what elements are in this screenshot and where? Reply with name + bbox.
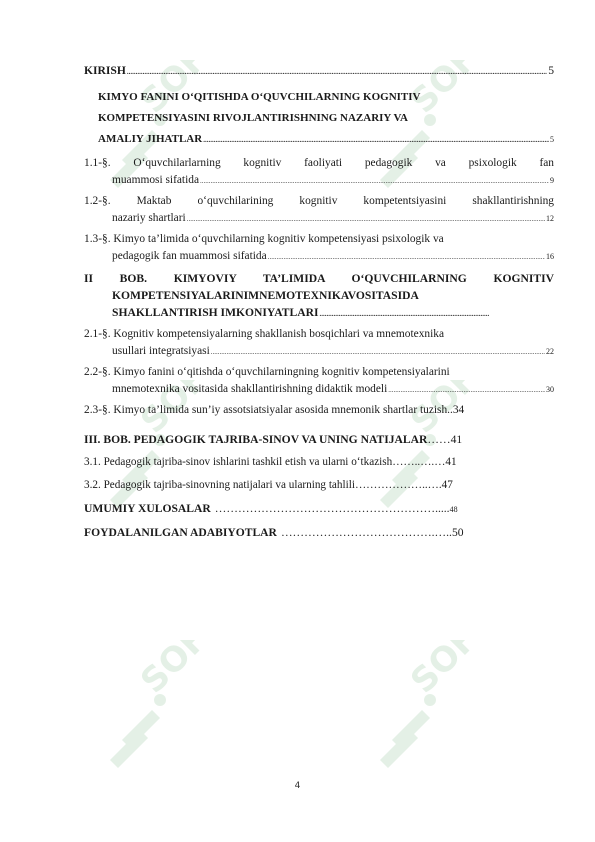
soff-watermark-icon — [100, 640, 220, 780]
toc-section-1-2[interactable] — [84, 193, 554, 228]
toc-chapter-title-line: SHAKLLANTIRISH IMKONIYATLARI — [112, 306, 319, 319]
toc-chapter-2[interactable] — [84, 270, 554, 323]
toc-entry-label: 3.1. Pedagogik tajriba-sinov ishlarini tashkil etish va ularni o‘tkazish — [84, 456, 393, 468]
toc-section-line: 1.1-§. O‘quvchilarlarning kognitiv faoliyati pedagogik va psixologik fan — [84, 157, 554, 169]
toc-section-line: 1.2-§. Maktab o‘quvchilarining kognitiv kompetentsiyasini shakllantirishning — [84, 195, 554, 207]
dot-leader: ………………………………….….. — [280, 526, 452, 539]
svg-text:SOFF: SOFF — [403, 60, 490, 122]
toc-chapter-1[interactable] — [84, 89, 554, 149]
dot-leader — [268, 249, 545, 266]
toc-page-number: 48 — [449, 505, 458, 514]
toc-entry-label: 3.2. Pedagogik tajriba-sinovning natijalari va ularning tahlili — [84, 479, 355, 491]
toc-page-number: 30 — [546, 385, 554, 394]
toc-page-number: 41 — [450, 433, 463, 446]
toc-section-line: nazariy shartlari — [112, 212, 186, 224]
toc-page-number: 50 — [451, 526, 464, 539]
dot-leader — [211, 344, 545, 361]
dot-leader — [187, 211, 545, 228]
toc-page-number: 12 — [546, 214, 554, 223]
dot-leader: …… — [427, 433, 451, 446]
toc-entry-label: UMUMIY XULOSALAR — [84, 502, 211, 515]
toc-chapter-title-line: KIMYO FANINI O‘QITISHDA O‘QUVCHILARNING KOGNITIV — [98, 91, 421, 103]
toc-section-1-1[interactable] — [84, 155, 554, 190]
svg-text:SOFF: SOFF — [133, 640, 220, 702]
toc-entry-xulosa[interactable] — [84, 500, 554, 518]
toc-section-line: 1.3-§. Kimyo ta’limida o‘quvchilarning kognitiv kompetensiyasi psixologik va — [84, 233, 444, 245]
toc-section-line: 2.2-§. Kimyo fanini o‘qitishda o‘quvchilarningning kognitiv kompetensiyalarini — [84, 366, 450, 378]
toc-page-number: 41 — [445, 456, 457, 468]
toc-entry-adabiyotlar[interactable] — [84, 524, 554, 541]
toc-section-line: 2.3-§. Kimyo ta’limida sun’iy assotsiatsiyalar asosida mnemonik shartlar tuzish..34 — [84, 404, 465, 416]
toc-chapter-title-line: KOMPETENSIYASINI RIVOJLANTIRISHNING NAZARIY VA — [98, 112, 408, 124]
toc-page-number: 5 — [550, 135, 554, 144]
toc-section-3-2[interactable] — [84, 477, 554, 494]
dot-leader — [200, 173, 549, 190]
svg-text:SOFF: SOFF — [403, 380, 490, 442]
toc-section-line: 2.1-§. Kognitiv kompetensiyalarning shakllanish bosqichlari va mnemotexnika — [84, 328, 445, 340]
toc-page-number: 9 — [550, 176, 554, 185]
toc-page-number: 16 — [546, 252, 554, 261]
dot-leader — [127, 64, 547, 81]
toc-chapter-title-line: AMALIY JIHATLAR — [98, 133, 203, 145]
toc-chapter-3[interactable] — [84, 431, 554, 448]
dot-leader: ………………..…. — [354, 479, 442, 491]
dot-leader: ……..….… — [392, 456, 446, 468]
svg-text:SOFF: SOFF — [403, 640, 490, 702]
soff-watermark-icon — [370, 640, 490, 780]
toc-entry-label: KIRISH — [84, 64, 126, 77]
toc-section-line: usullari integratsiyasi — [112, 345, 210, 357]
toc-entry-kirish[interactable] — [84, 62, 554, 81]
toc-section-line: muammosi sifatida — [112, 174, 199, 186]
toc-page-number: 5 — [548, 64, 554, 77]
toc-page-number: 47 — [441, 479, 453, 491]
dot-leader — [203, 132, 549, 149]
dot-leader — [388, 382, 545, 399]
toc-entry-label: FOYDALANILGAN ADABIYOTLAR — [84, 526, 277, 539]
toc-entry-label: III. BOB. PEDAGOGIK TAJRIBA-SINOV VA UNING NATIJALAR — [84, 433, 428, 446]
toc-page-number: 22 — [546, 347, 554, 356]
dot-leader — [319, 306, 489, 323]
table-of-contents — [84, 62, 554, 541]
toc-chapter-title-line: II BOB. KIMYOVIY TA’LIMIDA O‘QUVCHILARNING KOGNITIV — [84, 272, 554, 285]
toc-section-line: pedagogik fan muammosi sifatida — [112, 250, 267, 262]
toc-chapter-title-line: KOMPETENSIYALARINIMNEMOTEXNIKAVOSITASIDA — [112, 289, 419, 302]
toc-section-2-2[interactable] — [84, 364, 554, 399]
toc-section-line: mnemotexnika vositasida shakllantirishning didaktik modeli — [112, 383, 388, 395]
page-number: 4 — [294, 781, 301, 791]
toc-section-3-1[interactable] — [84, 454, 554, 471]
toc-section-1-3[interactable] — [84, 231, 554, 266]
toc-section-2-3[interactable] — [84, 402, 554, 419]
dot-leader: …………………………………………………..... — [214, 502, 450, 515]
svg-text:SOFF: SOFF — [133, 380, 220, 442]
toc-section-2-1[interactable] — [84, 326, 554, 361]
svg-text:SOFF: SOFF — [133, 60, 220, 122]
